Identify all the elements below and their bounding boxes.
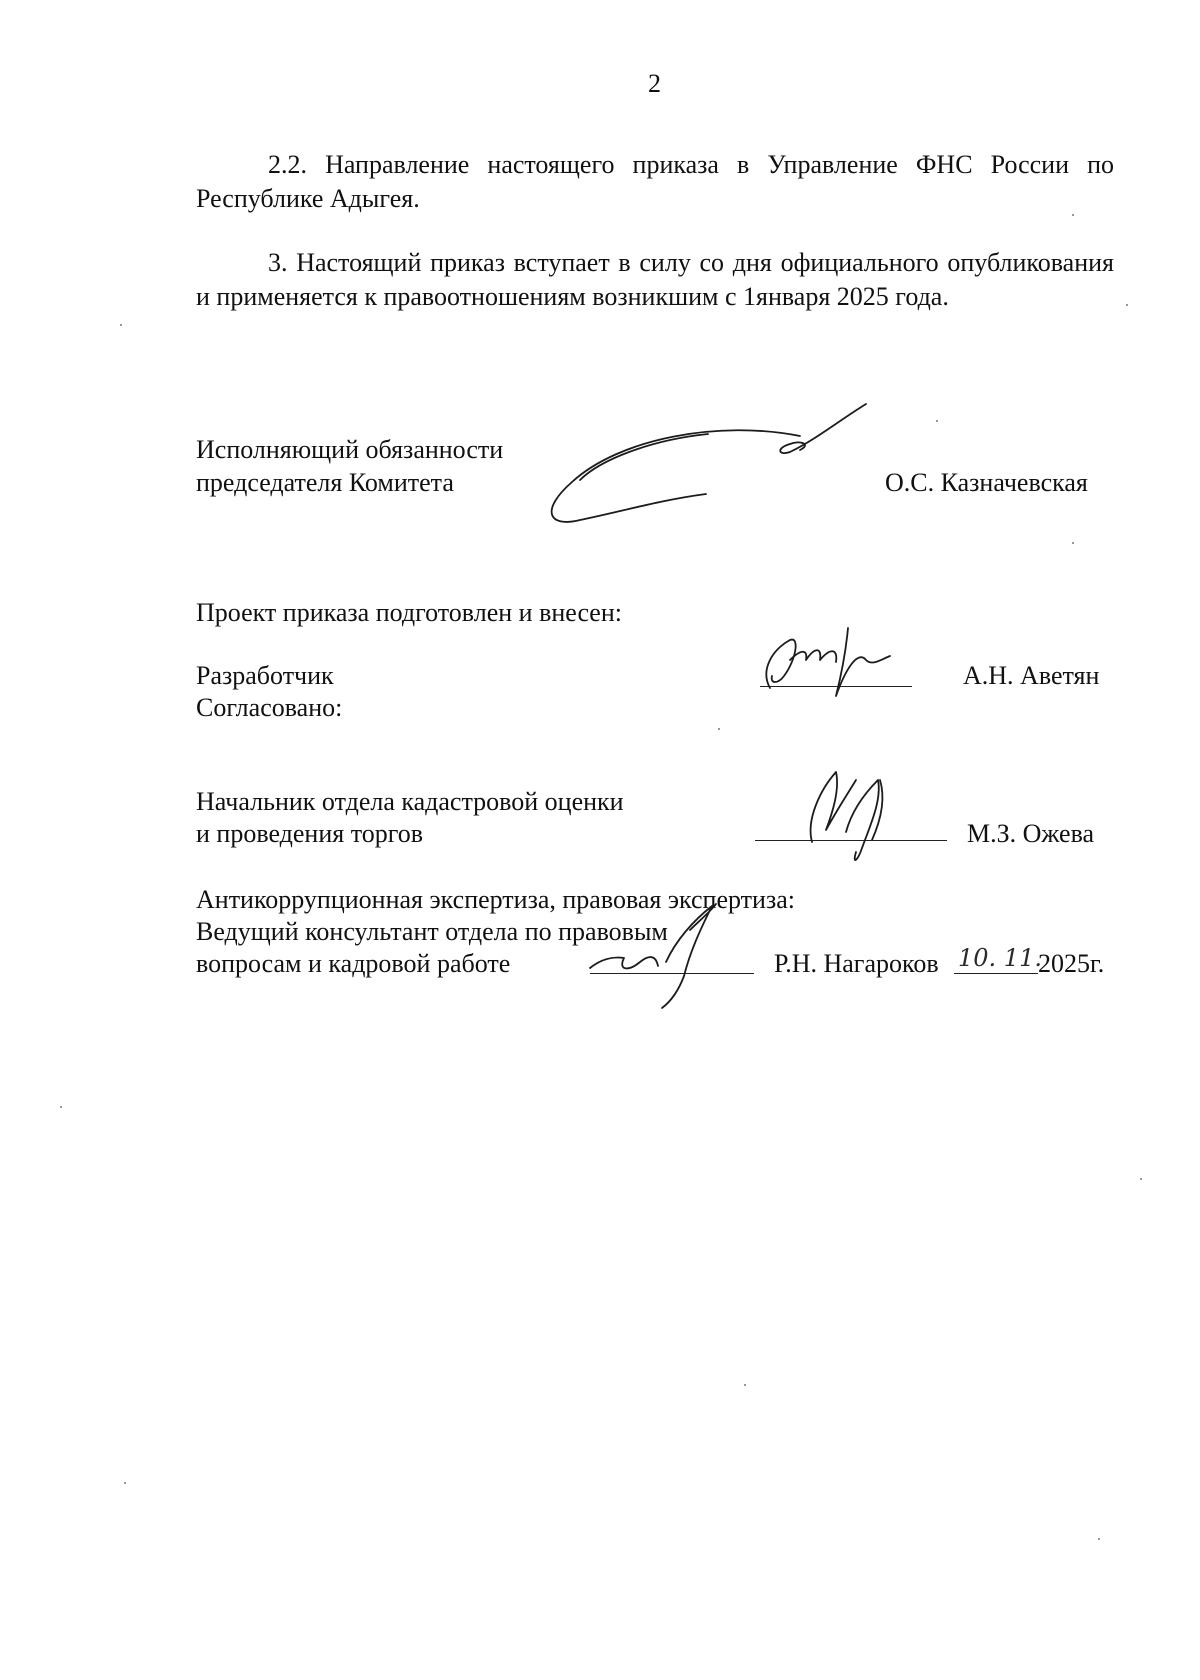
scan-speck xyxy=(120,324,122,326)
signatory-title-line1: Исполняющий обязанности xyxy=(196,435,504,464)
page-number: 2 xyxy=(648,69,661,98)
paragraph-2-2: 2.2. Направление настоящего приказа в Управление ФНС России по Республике Адыгея. xyxy=(196,150,1114,213)
scan-speck xyxy=(1098,1538,1100,1540)
date-line xyxy=(954,973,1038,974)
scan-speck xyxy=(60,1106,62,1108)
scan-speck xyxy=(1140,1178,1142,1180)
paragraph-3: 3. Настоящий приказ вступает в силу со дня официального опубликования и применяется к правоотношениям возникшим с 1января 2025 года. xyxy=(196,248,1114,311)
scan-speck xyxy=(1072,542,1074,544)
expertise-name: Р.Н. Нагароков xyxy=(774,949,939,978)
developer-signature-line xyxy=(760,686,912,687)
handwritten-date: 10. 11. xyxy=(958,944,1042,972)
expertise-line2: Ведущий консультант отдела по правовым xyxy=(196,917,668,946)
approvals-header: Проект приказа подготовлен и внесен: xyxy=(196,598,622,627)
head-signature-line xyxy=(755,840,947,841)
expertise-line3: вопросам и кадровой работе xyxy=(196,949,511,978)
head-title-line1: Начальник отдела кадастровой оценки xyxy=(196,787,624,816)
scan-speck xyxy=(744,1384,746,1386)
agreed-label: Согласовано: xyxy=(196,693,343,722)
expertise-signature-line xyxy=(590,973,754,974)
scan-speck xyxy=(1126,304,1128,306)
developer-label: Разработчик xyxy=(196,661,334,690)
scan-speck xyxy=(124,1482,126,1484)
scan-speck xyxy=(1072,214,1074,216)
scan-speck xyxy=(718,728,720,730)
head-title-line2: и проведения торгов xyxy=(196,819,424,848)
developer-name: А.Н. Аветян xyxy=(963,661,1100,690)
date-suffix: 2025г. xyxy=(1038,949,1105,978)
expertise-line1: Антикоррупционная экспертиза, правовая экспертиза: xyxy=(196,885,795,914)
scan-speck xyxy=(936,420,938,422)
head-name: М.З. Ожева xyxy=(967,819,1095,848)
signatory-title-line2: председателя Комитета xyxy=(196,468,454,497)
signatory-name: О.С. Казначевская xyxy=(885,468,1088,497)
